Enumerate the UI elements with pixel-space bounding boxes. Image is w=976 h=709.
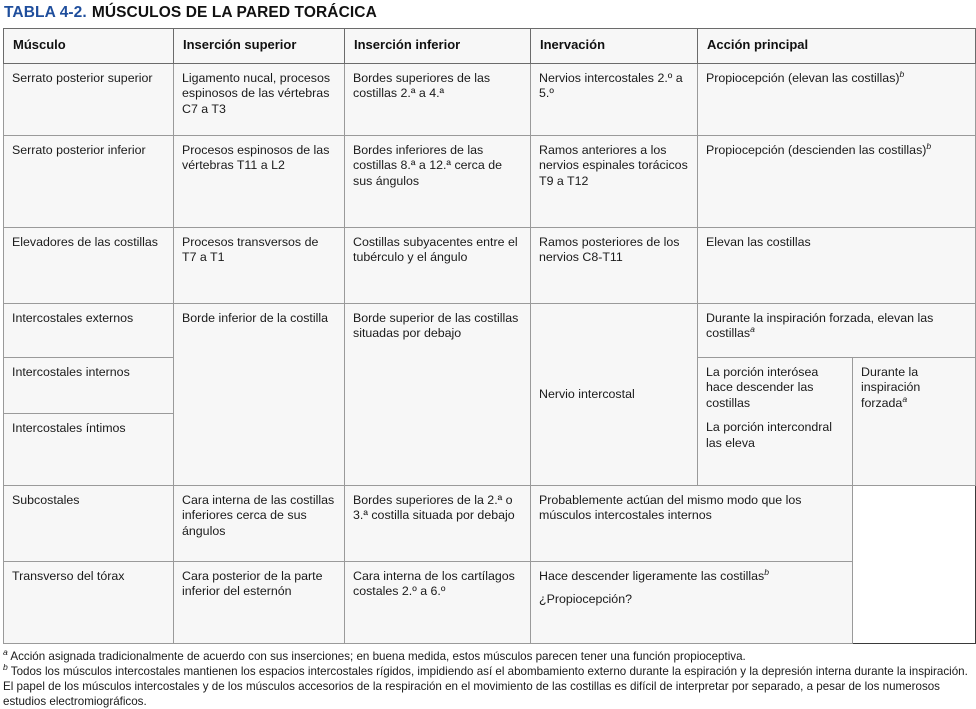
cell-inervacion: Ramos anteriores a los nervios espinales torácicos T9 a T12 xyxy=(531,135,698,227)
table-row xyxy=(4,63,976,135)
cell-insercion-superior: Borde inferior de la costilla xyxy=(174,303,345,485)
cell-insercion-inferior: Cara interna de los cartílagos costales 2.º a 6.º xyxy=(345,561,531,643)
cell-accion xyxy=(698,303,976,357)
cell-accion-interosea xyxy=(698,357,853,485)
table-number: TABLA 4-2. xyxy=(4,4,87,21)
footnote-marker: b xyxy=(926,140,932,151)
table-header-row xyxy=(4,28,976,63)
table-row xyxy=(4,485,976,561)
cell-inervacion: Ramos posteriores de los nervios C8-T11 xyxy=(531,227,698,303)
cell-musculo: Intercostales internos xyxy=(4,357,174,413)
cell-inervacion: Nervio intercostal xyxy=(531,303,698,485)
footnote-a-text: Acción asignada tradicionalmente de acuerdo con sus inserciones; en buena medida, estos músculos parecen tener una función propioceptiva. xyxy=(7,649,746,663)
footnote-a-marker: a xyxy=(3,646,8,657)
column-header-musculo: Músculo xyxy=(4,28,174,63)
cell-accion: Probablemente actúan del mismo modo que los músculos intercostales internos xyxy=(531,485,853,561)
footnotes xyxy=(3,646,973,709)
cell-accion xyxy=(698,135,976,227)
accion-text-part1: La porción interósea hace descender las costillas xyxy=(706,364,819,411)
cell-accion xyxy=(531,561,853,643)
accion-text-part2: La porción intercondral las eleva xyxy=(706,420,833,451)
footnote-marker: a xyxy=(750,324,755,335)
cell-accion xyxy=(698,63,976,135)
column-header-insercion-inferior: Inserción inferior xyxy=(345,28,531,63)
cell-insercion-superior: Cara interna de las costillas inferiores cerca de sus ángulos xyxy=(174,485,345,561)
table-title-text: MÚSCULOS DE LA PARED TORÁCICA xyxy=(91,4,377,21)
cell-musculo: Elevadores de las costillas xyxy=(4,227,174,303)
cell-accion: Elevan las costillas xyxy=(698,227,976,303)
cell-inervacion: Nervios intercostales 2.º a 5.º xyxy=(531,63,698,135)
cell-musculo: Intercostales externos xyxy=(4,303,174,357)
table-row xyxy=(4,303,976,357)
accion-text-right: Durante la inspiración forzada xyxy=(861,364,921,411)
cell-insercion-inferior: Bordes superiores de la 2.ª o 3.ª costilla situada por debajo xyxy=(345,485,531,561)
footnote-marker: b xyxy=(899,68,905,79)
cell-musculo: Intercostales íntimos xyxy=(4,413,174,485)
table-row xyxy=(4,135,976,227)
table-row xyxy=(4,227,976,303)
accion-text: Propiocepción (elevan las costillas) xyxy=(706,70,900,85)
cell-insercion-superior: Cara posterior de la parte inferior del esternón xyxy=(174,561,345,643)
cell-insercion-superior: Procesos espinosos de las vértebras T11 a L2 xyxy=(174,135,345,227)
table-row xyxy=(4,561,976,643)
accion-text xyxy=(539,566,844,585)
accion-text-secondary: ¿Propiocepción? xyxy=(539,592,632,607)
column-header-accion-principal: Acción principal xyxy=(698,28,976,63)
cell-accion-inspiracion xyxy=(853,357,976,485)
muscles-table xyxy=(3,28,976,644)
footnote-b-text: Todos los músculos intercostales mantienen los espacios intercostales rígidos, impidiendo así el abombamiento externo durante la espiración y la depresión interna durante la inspiración. El papel de los músculos intercostales y de los músculos accesorios de la respiración en el movimiento de las costillas es difícil de interpretar por separado, a pesar de los numerosos estudios electromiográficos. xyxy=(3,664,968,708)
accion-text: Propiocepción (descienden las costillas) xyxy=(706,142,927,157)
cell-insercion-inferior: Costillas subyacentes entre el tubérculo y el ángulo xyxy=(345,227,531,303)
page-title xyxy=(0,0,976,28)
cell-insercion-inferior: Borde superior de las costillas situadas por debajo xyxy=(345,303,531,485)
footnote-marker: a xyxy=(902,394,908,405)
cell-musculo: Serrato posterior inferior xyxy=(4,135,174,227)
footnote-b-marker: b xyxy=(3,661,8,672)
column-header-insercion-superior: Inserción superior xyxy=(174,28,345,63)
accion-text: Durante la inspiración forzada, elevan las costillas xyxy=(706,310,934,341)
cell-insercion-superior: Procesos transversos de T7 a T1 xyxy=(174,227,345,303)
cell-musculo: Serrato posterior superior xyxy=(4,63,174,135)
footnote-b xyxy=(3,661,973,709)
cell-insercion-superior: Ligamento nucal, procesos espinosos de las vértebras C7 a T3 xyxy=(174,63,345,135)
cell-musculo: Subcostales xyxy=(4,485,174,561)
cell-insercion-inferior: Bordes superiores de las costillas 2.ª a 4.ª xyxy=(345,63,531,135)
accion-text-main: Hace descender ligeramente las costillas xyxy=(539,568,765,583)
cell-musculo: Transverso del tórax xyxy=(4,561,174,643)
cell-insercion-inferior: Bordes inferiores de las costillas 8.ª a 12.ª cerca de sus ángulos xyxy=(345,135,531,227)
footnote-marker: b xyxy=(764,566,769,577)
column-header-inervacion: Inervación xyxy=(531,28,698,63)
